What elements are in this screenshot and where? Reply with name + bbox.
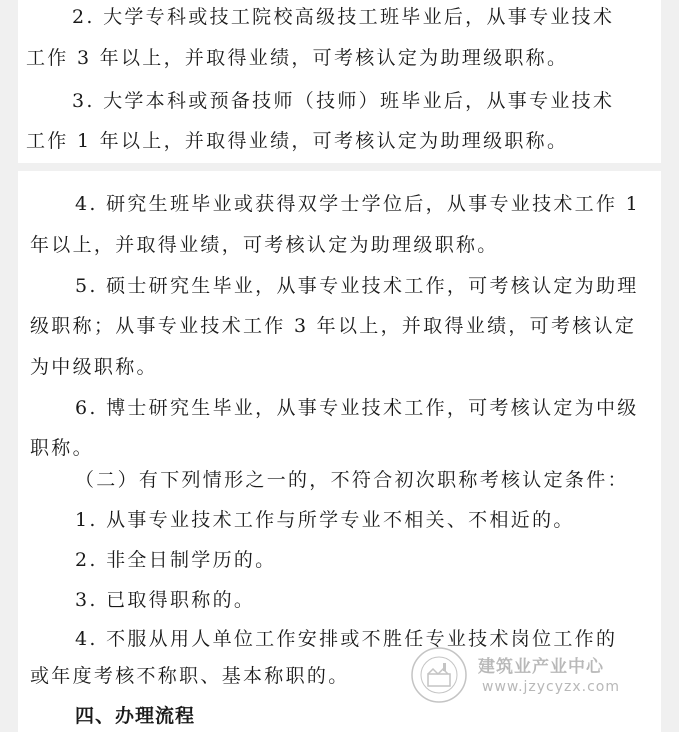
item-5-line-3: 为中级职称。 [30, 356, 158, 378]
exclusion-2: 2. 非全日制学历的。 [75, 549, 277, 571]
exclusion-4-line-2: 或年度考核不称职、基本称职的。 [30, 665, 350, 687]
seal-logo-icon [410, 646, 468, 704]
item-4-line-1: 4. 研究生班毕业或获得双学士学位后，从事专业技术工作 1 [75, 193, 640, 215]
section-4-heading: 四、办理流程 [75, 705, 196, 727]
item-2-line-2: 工作 3 年以上，并取得业绩，可考核认定为助理级职称。 [26, 47, 569, 69]
item-4-line-2: 年以上，并取得业绩，可考核认定为助理级职称。 [30, 234, 499, 256]
section-2-heading: （二）有下列情形之一的，不符合初次职称考核认定条件： [75, 469, 629, 491]
item-6-line-1: 6. 博士研究生毕业，从事专业技术工作，可考核认定为中级 [75, 397, 639, 419]
watermark [410, 646, 650, 706]
item-6-line-2: 职称。 [30, 437, 94, 459]
item-2-line-1: 2. 大学专科或技工院校高级技工班毕业后，从事专业技术 [72, 6, 615, 28]
exclusion-4-line-1: 4. 不服从用人单位工作安排或不胜任专业技术岗位工作的 [75, 628, 618, 650]
exclusion-1: 1. 从事专业技术工作与所学专业不相关、不相近的。 [75, 509, 575, 531]
watermark-url: www.jzycyzx.com [482, 679, 621, 695]
watermark-name: 建筑业产业中心 [478, 657, 604, 677]
item-5-line-2: 级职称；从事专业技术工作 3 年以上，并取得业绩，可考核认定 [30, 315, 637, 337]
item-5-line-1: 5. 硕士研究生毕业，从事专业技术工作，可考核认定为助理 [75, 275, 639, 297]
item-3-line-2: 工作 1 年以上，并取得业绩，可考核认定为助理级职称。 [26, 130, 569, 152]
item-3-line-1: 3. 大学本科或预备技师（技师）班毕业后，从事专业技术 [72, 90, 615, 112]
exclusion-3: 3. 已取得职称的。 [75, 589, 256, 611]
